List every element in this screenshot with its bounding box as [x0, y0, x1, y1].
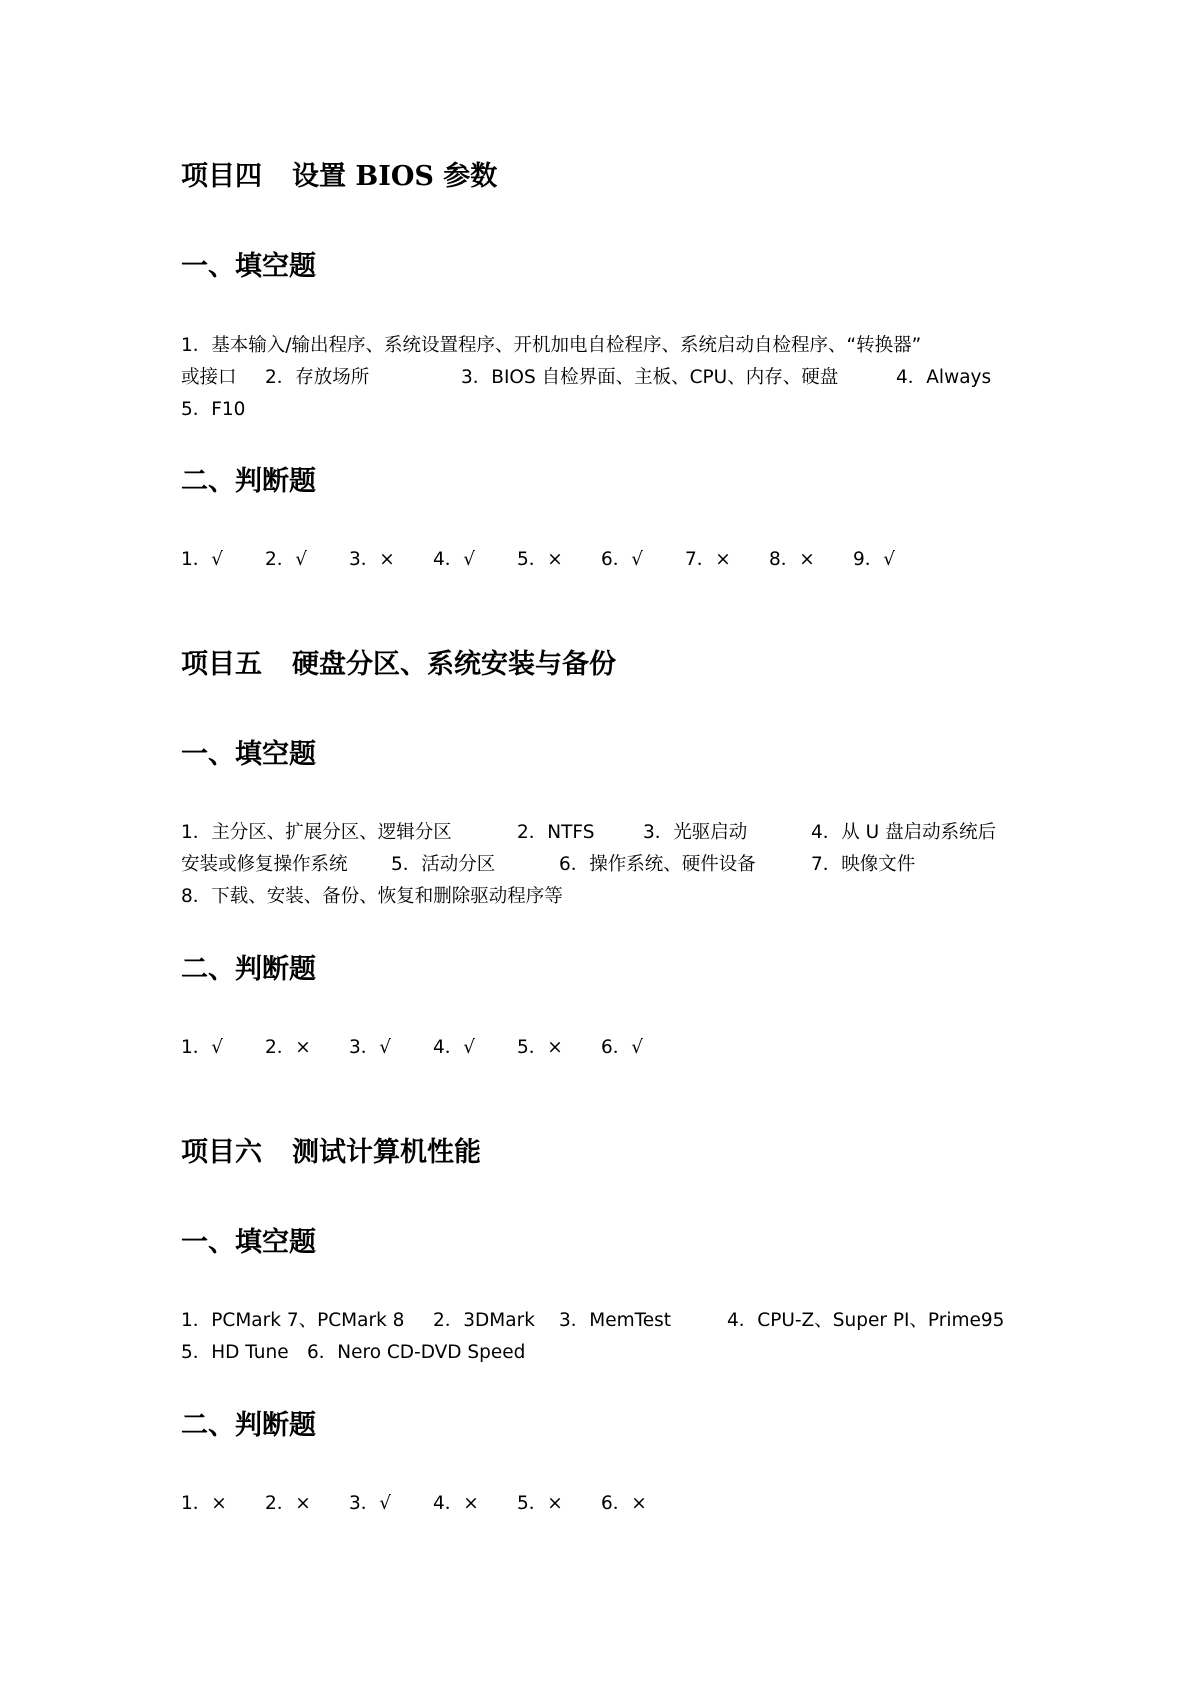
judgement-answer: 1．×: [181, 1493, 227, 1514]
answer-text: 1．主分区、扩展分区、逻辑分区: [181, 822, 452, 843]
answer-text: 3．MemTest: [559, 1310, 672, 1331]
answer-text: 1．PCMark 7、PCMark 8: [181, 1310, 405, 1331]
judgement-answer: 8．×: [769, 549, 815, 570]
answer-text: 4．Always: [896, 367, 992, 388]
judgement-answer: 1．√: [181, 1037, 224, 1058]
project-6-name: 测试计算机性能: [292, 1137, 481, 1168]
project-6-fill-blank-heading: 一、填空题: [181, 1227, 316, 1258]
judgement-answer: 5．×: [517, 549, 563, 570]
judgement-answer: 2．×: [265, 1037, 311, 1058]
answer-text: 4．从 U 盘启动系统后: [811, 822, 997, 843]
judgement-answer: 5．×: [517, 1493, 563, 1514]
answer-text: 3．光驱启动: [643, 822, 748, 843]
answer-text: 6．Nero CD-DVD Speed: [307, 1342, 526, 1363]
project-5-name: 硬盘分区、系统安装与备份: [292, 649, 616, 680]
judgement-answer: 4．√: [433, 549, 476, 570]
judgement-answer: 3．√: [349, 1037, 392, 1058]
answer-text: 5．HD Tune: [181, 1342, 289, 1363]
project-5-fill-blank-heading: 一、填空题: [181, 739, 316, 770]
answer-text: 7．映像文件: [811, 854, 916, 875]
answer-text: 2．3DMark: [433, 1310, 535, 1331]
judgement-answer: 3．×: [349, 549, 395, 570]
project-4-name: 设置 BIOS 参数: [292, 161, 498, 192]
answer-text: 5．F10: [181, 399, 246, 420]
answer-text: 1．基本输入/输出程序、系统设置程序、开机加电自检程序、系统启动自检程序、“转换器”: [181, 335, 922, 356]
judgement-answer: 6．√: [601, 1037, 644, 1058]
project-6-true-false-heading: 二、判断题: [181, 1410, 316, 1441]
project-4-title: [181, 160, 497, 194]
judgement-answer: 1．√: [181, 549, 224, 570]
project-5-title: [181, 648, 616, 682]
project-4-number: 项目四: [181, 161, 262, 192]
judgement-answer: 7．×: [685, 549, 731, 570]
project-4-fill-blank-heading: 一、填空题: [181, 251, 316, 282]
project-4-true-false-heading: 二、判断题: [181, 466, 316, 497]
project-5-number: 项目五: [181, 649, 262, 680]
project-5-true-false-heading: 二、判断题: [181, 954, 316, 985]
answer-text: 6．操作系统、硬件设备: [559, 854, 756, 875]
judgement-answer: 6．√: [601, 549, 644, 570]
answer-text: 4．CPU-Z、Super PI、Prime95: [727, 1310, 1005, 1331]
answer-text: 2．存放场所: [265, 367, 370, 388]
answer-text: 5．活动分区: [391, 854, 496, 875]
judgement-answer: 4．√: [433, 1037, 476, 1058]
judgement-answer: 5．×: [517, 1037, 563, 1058]
judgement-answer: 2．×: [265, 1493, 311, 1514]
judgement-answer: 6．×: [601, 1493, 647, 1514]
answer-text: 安装或修复操作系统: [181, 854, 348, 875]
judgement-answer: 9．√: [853, 549, 896, 570]
judgement-answer: 4．×: [433, 1493, 479, 1514]
answer-text: 2．NTFS: [517, 822, 595, 843]
project-6-number: 项目六: [181, 1137, 262, 1168]
answer-text: 3．BIOS 自检界面、主板、CPU、内存、硬盘: [461, 367, 839, 388]
answer-text: 或接口: [181, 367, 237, 388]
judgement-answer: 3．√: [349, 1493, 392, 1514]
answer-text: 8．下载、安装、备份、恢复和删除驱动程序等: [181, 886, 563, 907]
project-6-title: [181, 1136, 481, 1170]
judgement-answer: 2．√: [265, 549, 308, 570]
